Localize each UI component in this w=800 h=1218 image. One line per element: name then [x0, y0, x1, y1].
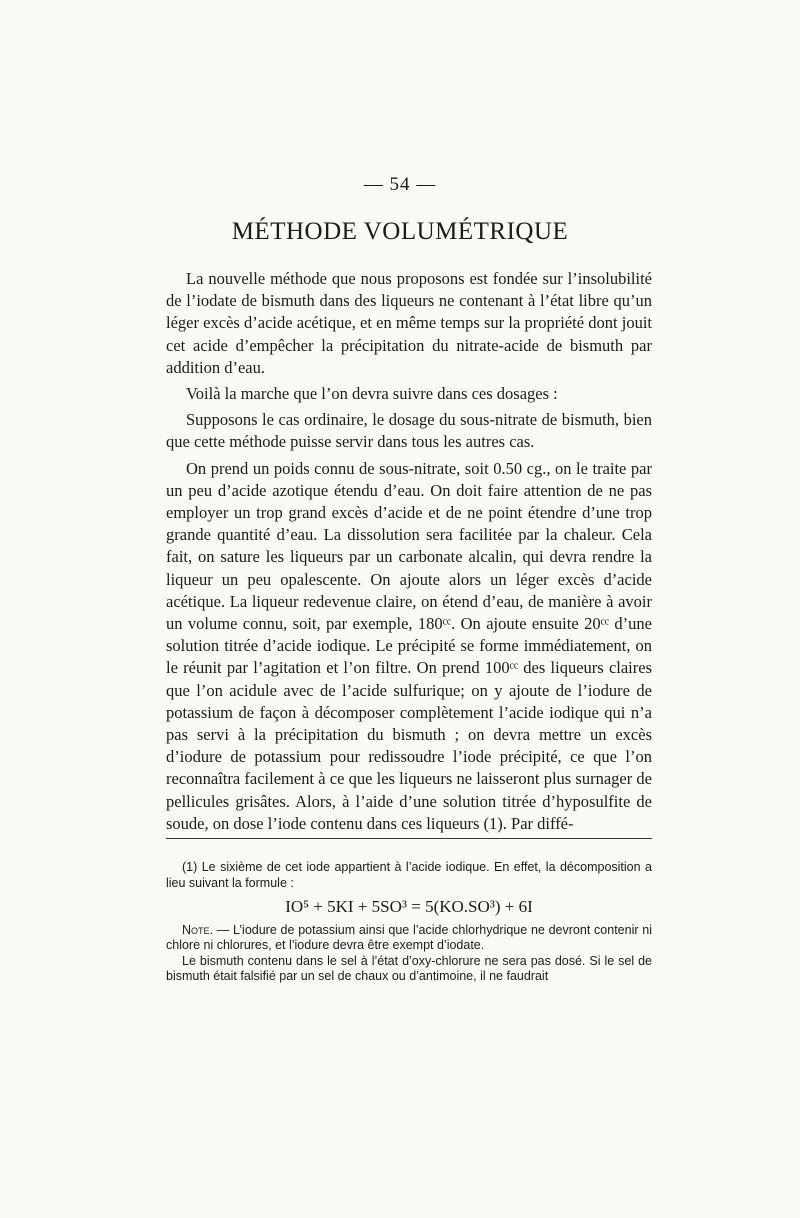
- footnotes: [166, 860, 652, 985]
- note: [166, 923, 652, 954]
- note: Le bismuth contenu dans le sel à l’état d’oxy-chlorure ne sera pas dosé. Si le sel de bismuth était falsifié par un sel de chaux ou d’antimoine, il ne faudrait: [166, 953, 652, 983]
- paragraph: Supposons le cas ordinaire, le dosage du sous-nitrate de bismuth, bien que cette méthode puisse servir dans tous les autres cas.: [166, 410, 652, 452]
- footnote-divider: [166, 838, 652, 839]
- paragraph: La nouvelle méthode que nous proposons est fondée sur l’insolubilité de l’iodate de bismuth dans des liqueurs ne contenant à l’état libre qu’un léger excès d’acide acétique, et en même temps sur la propriété dont jouit cet acide d’empêcher la précipitation du nitrate-acide de bismuth par addition d’eau.: [166, 269, 652, 377]
- footnote: (1) Le sixième de cet iode appartient à l’acide iodique. En effet, la décomposition a lieu suivant la formule :: [166, 860, 652, 890]
- paragraph: On prend un poids connu de sous-nitrate, soit 0.50 cg., on le traite par un peu d’acide azotique étendu d’eau. On doit faire attention de ne pas employer un trop grand excès d’acide et de ne point étendre d’une trop grande quantité d’eau. La dissolution sera facilitée par la chaleur. Cela fait, on sature les liqueurs par un carbonate alcalin, qui devra rendre la liqueur un peu opalescente. On ajoute alors un léger excès d’acide acétique. La liqueur redevenue claire, on étend d’eau, de manière à avoir un volume connu, soit, par exemple, 180ᶜᶜ. On ajoute ensuite 20ᶜᶜ d’une solution titrée d’acide iodique. Le précipité se forme immédiatement, on le réunit par l’agitation et l’on filtre. On prend 100ᶜᶜ des liqueurs claires que l’on acidule avec de l’acide sulfurique; on y ajoute de l’iodure de potassium de façon à décomposer complètement l’acide iodique qui n’a pas servi à la précipitation du bismuth ; on devra mettre un excès d’iodure de potassium pour redissoudre l’iode précipité, ce que l’on reconnaîtra facilement à ce que les liqueurs ne laisseront plus surnager de pellicules grisâtes. Alors, à l’aide d’une solution titrée d’hyposulfite de soude, on dose l’iode contenu dans ces liqueurs (1). Par diffé-: [166, 458, 652, 833]
- page-number: — 54 —: [363, 174, 437, 195]
- note-text: — L’iodure de potassium ainsi que l’acide chlorhydrique ne devront contenir ni chlore ni chlorures, et l’iodure devra être exempt d’iodate.: [166, 922, 652, 952]
- chemical-formula: IO⁵ + 5KI + 5SO³ = 5(KO.SO³) + 6I: [285, 897, 533, 916]
- page-title: MÉTHODE VOLUMÉTRIQUE: [231, 218, 569, 245]
- paragraph: Voilà la marche que l’on devra suivre dans ces dosages :: [186, 384, 558, 404]
- body-text: [166, 268, 652, 839]
- note-label: Note.: [182, 922, 214, 937]
